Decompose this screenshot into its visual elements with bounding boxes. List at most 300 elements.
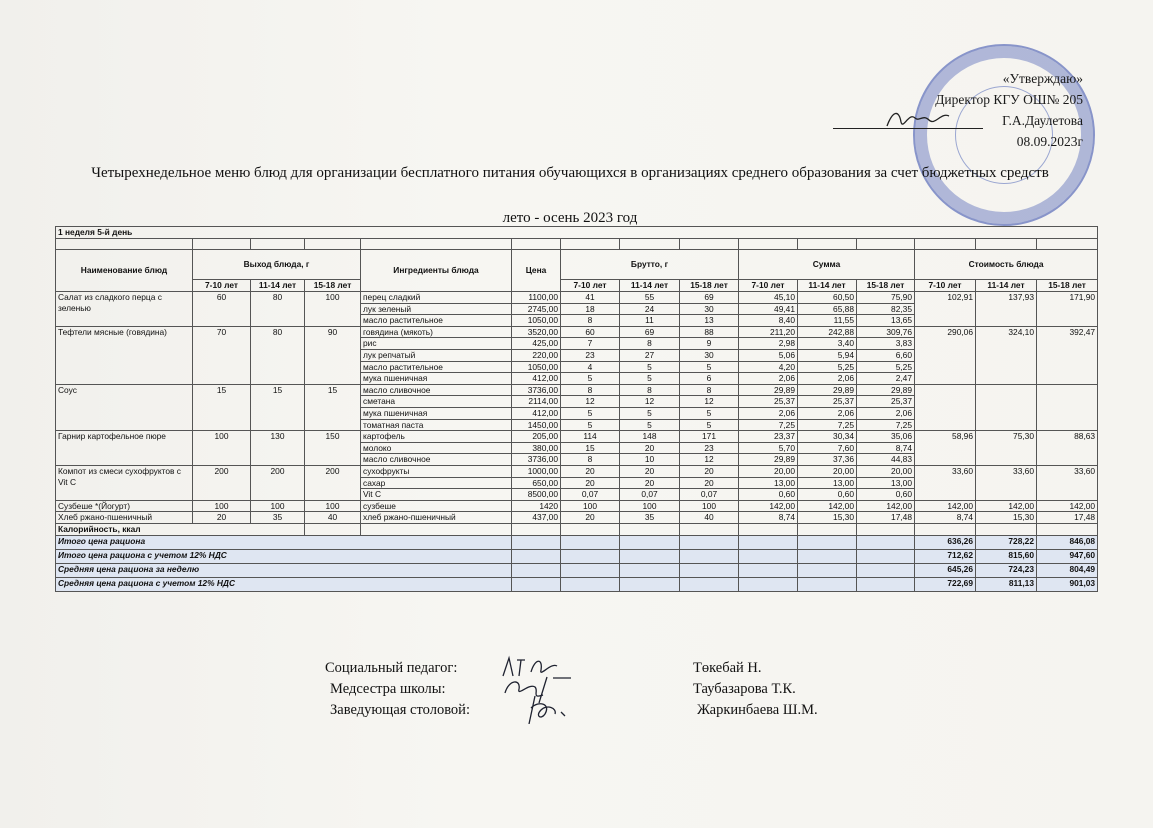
ingredient-name: лук репчатый [361, 349, 512, 361]
dish-yield-2: 35 [251, 512, 305, 524]
total-value-1: 645,26 [915, 563, 976, 577]
empty-cell [739, 239, 798, 250]
brutto-3: 100 [680, 500, 739, 512]
brutto-1: 100 [561, 500, 620, 512]
header-age-3: 15-18 лет [1037, 280, 1098, 292]
empty-cell [857, 523, 915, 535]
brutto-1: 20 [561, 477, 620, 489]
dish-cost-1 [915, 384, 976, 430]
header-age-1: 7-10 лет [193, 280, 251, 292]
sum-3: 25,37 [857, 396, 915, 408]
table-row [56, 326, 1098, 338]
dish-yield-1: 70 [193, 326, 251, 384]
table-row [56, 292, 1098, 304]
brutto-3: 88 [680, 326, 739, 338]
ingredient-price: 1420 [512, 500, 561, 512]
empty-cell [512, 563, 561, 577]
brutto-2: 55 [620, 292, 680, 304]
sum-2: 7,60 [798, 442, 857, 454]
header-price: Цена [512, 250, 561, 292]
dish-name: Сузбеше *(Йогурт) [56, 500, 193, 512]
empty-cell [915, 239, 976, 250]
brutto-2: 20 [620, 477, 680, 489]
empty-cell [976, 523, 1037, 535]
approval-block [823, 68, 1083, 152]
ingredient-name: томатная паста [361, 419, 512, 431]
dish-cost-1: 102,91 [915, 292, 976, 327]
dish-yield-1: 20 [193, 512, 251, 524]
empty-cell [561, 239, 620, 250]
empty-cell [620, 523, 680, 535]
empty-cell [620, 563, 680, 577]
sum-1: 23,37 [739, 431, 798, 443]
ingredient-name: масло растительное [361, 315, 512, 327]
sum-3: 82,35 [857, 303, 915, 315]
signature-role: Заведующая столовой: [330, 702, 470, 718]
brutto-3: 20 [680, 477, 739, 489]
empty-cell [680, 535, 739, 549]
sum-2: 242,88 [798, 326, 857, 338]
empty-cell [798, 523, 857, 535]
dish-cost-1: 142,00 [915, 500, 976, 512]
empty-cell [680, 577, 739, 591]
empty-cell [857, 239, 915, 250]
dish-name: Хлеб ржано-пшеничный [56, 512, 193, 524]
brutto-2: 8 [620, 384, 680, 396]
dish-yield-2: 80 [251, 292, 305, 327]
brutto-3: 5 [680, 407, 739, 419]
empty-cell [739, 523, 798, 535]
approval-line-3: Г.А.Даулетова [1002, 113, 1083, 128]
brutto-1: 5 [561, 407, 620, 419]
ingredient-name: молоко [361, 442, 512, 454]
dish-cost-2: 324,10 [976, 326, 1037, 384]
brutto-1: 5 [561, 373, 620, 385]
sum-3: 3,83 [857, 338, 915, 350]
dish-cost-1: 8,74 [915, 512, 976, 524]
brutto-2: 5 [620, 373, 680, 385]
sum-2: 15,30 [798, 512, 857, 524]
signature-name: Таубазарова Т.К. [693, 681, 796, 697]
empty-cell [512, 535, 561, 549]
ingredient-price: 3736,00 [512, 384, 561, 396]
ingredient-name: рис [361, 338, 512, 350]
brutto-3: 30 [680, 303, 739, 315]
sum-2: 65,88 [798, 303, 857, 315]
header-age-2: 11-14 лет [251, 280, 305, 292]
brutto-2: 5 [620, 419, 680, 431]
empty-cell [561, 577, 620, 591]
brutto-2: 0,07 [620, 489, 680, 501]
empty-cell [680, 563, 739, 577]
brutto-1: 12 [561, 396, 620, 408]
sum-2: 142,00 [798, 500, 857, 512]
empty-cell [915, 523, 976, 535]
dish-yield-1: 200 [193, 465, 251, 500]
empty-cell [857, 535, 915, 549]
empty-cell [1037, 239, 1098, 250]
ingredient-price: 1000,00 [512, 465, 561, 477]
header-age-3: 15-18 лет [857, 280, 915, 292]
ingredient-name: перец сладкий [361, 292, 512, 304]
dish-yield-2: 100 [251, 500, 305, 512]
dish-yield-3: 150 [305, 431, 361, 466]
empty-cell [561, 563, 620, 577]
ingredient-price: 412,00 [512, 373, 561, 385]
header-age-row [56, 280, 1098, 292]
empty-cell [193, 239, 251, 250]
total-label: Средняя цена рациона с учетом 12% НДС [56, 577, 512, 591]
handwritten-signature [495, 694, 585, 724]
dish-cost-3 [1037, 384, 1098, 430]
header-cost: Стоимость блюда [915, 250, 1098, 280]
dish-cost-1: 33,60 [915, 465, 976, 500]
sum-2: 0,60 [798, 489, 857, 501]
brutto-1: 20 [561, 465, 620, 477]
header-age-3: 15-18 лет [680, 280, 739, 292]
sum-1: 25,37 [739, 396, 798, 408]
sum-2: 2,06 [798, 373, 857, 385]
dish-cost-3: 88,63 [1037, 431, 1098, 466]
brutto-1: 23 [561, 349, 620, 361]
ingredient-price: 3520,00 [512, 326, 561, 338]
dish-yield-2: 130 [251, 431, 305, 466]
brutto-3: 30 [680, 349, 739, 361]
approval-line-4: 08.09.2023г [1016, 134, 1083, 149]
brutto-1: 8 [561, 384, 620, 396]
sum-1: 29,89 [739, 384, 798, 396]
ingredient-name: масло растительное [361, 361, 512, 373]
brutto-3: 9 [680, 338, 739, 350]
table-row [56, 384, 1098, 396]
empty-cell [561, 535, 620, 549]
empty-cell [739, 563, 798, 577]
signature-name: Жаркинбаева Ш.М. [697, 702, 818, 718]
signature-name: Төкебай Н. [693, 660, 762, 676]
header-age-1: 7-10 лет [915, 280, 976, 292]
brutto-3: 13 [680, 315, 739, 327]
sum-1: 13,00 [739, 477, 798, 489]
empty-cell [1037, 523, 1098, 535]
empty-cell [512, 549, 561, 563]
ingredient-name: масло сливочное [361, 454, 512, 466]
dish-cost-3: 17,48 [1037, 512, 1098, 524]
table-row [56, 431, 1098, 443]
sum-1: 8,40 [739, 315, 798, 327]
brutto-3: 12 [680, 396, 739, 408]
sum-3: 5,25 [857, 361, 915, 373]
brutto-2: 12 [620, 396, 680, 408]
dish-cost-2: 15,30 [976, 512, 1037, 524]
total-value-1: 636,26 [915, 535, 976, 549]
empty-cell [976, 239, 1037, 250]
signature-row [325, 658, 885, 679]
dish-cost-2: 142,00 [976, 500, 1037, 512]
brutto-1: 114 [561, 431, 620, 443]
brutto-1: 8 [561, 315, 620, 327]
total-row [56, 535, 1098, 549]
approval-line-2: Директор КГУ ОШ№ 205 [935, 92, 1083, 107]
brutto-3: 8 [680, 384, 739, 396]
brutto-3: 0,07 [680, 489, 739, 501]
table-row [56, 465, 1098, 477]
sum-2: 11,55 [798, 315, 857, 327]
header-brutto: Брутто, г [561, 250, 739, 280]
sum-1: 4,20 [739, 361, 798, 373]
sum-3: 13,65 [857, 315, 915, 327]
brutto-3: 6 [680, 373, 739, 385]
sum-1: 142,00 [739, 500, 798, 512]
sum-3: 20,00 [857, 465, 915, 477]
signature-role: Медсестра школы: [330, 681, 446, 697]
empty-cell [620, 535, 680, 549]
brutto-1: 8 [561, 454, 620, 466]
total-value-3: 804,49 [1037, 563, 1098, 577]
sum-1: 0,60 [739, 489, 798, 501]
sum-1: 45,10 [739, 292, 798, 304]
brutto-2: 24 [620, 303, 680, 315]
ingredient-price: 2745,00 [512, 303, 561, 315]
calories-label: Калорийность, ккал [56, 523, 305, 535]
sum-2: 7,25 [798, 419, 857, 431]
table-row [56, 500, 1098, 512]
ingredient-name: Vit C [361, 489, 512, 501]
empty-cell [251, 239, 305, 250]
dish-yield-3: 100 [305, 500, 361, 512]
ingredient-price: 650,00 [512, 477, 561, 489]
sum-3: 17,48 [857, 512, 915, 524]
header-row [56, 250, 1098, 280]
director-signature [883, 104, 953, 134]
brutto-1: 4 [561, 361, 620, 373]
sum-1: 7,25 [739, 419, 798, 431]
sum-2: 37,36 [798, 454, 857, 466]
empty-cell [680, 523, 739, 535]
empty-cell [798, 535, 857, 549]
dish-name: Гарнир картофельное пюре [56, 431, 193, 466]
dish-cost-3: 142,00 [1037, 500, 1098, 512]
dish-name: Тефтели мясные (говядина) [56, 326, 193, 384]
dish-cost-2: 75,30 [976, 431, 1037, 466]
total-value-2: 724,23 [976, 563, 1037, 577]
dish-name: Компот из смеси сухофруктов с Vit C [56, 465, 193, 500]
ingredient-price: 425,00 [512, 338, 561, 350]
sum-1: 49,41 [739, 303, 798, 315]
brutto-2: 10 [620, 454, 680, 466]
dish-cost-2: 137,93 [976, 292, 1037, 327]
header-age-2: 11-14 лет [798, 280, 857, 292]
ingredient-price: 220,00 [512, 349, 561, 361]
sum-3: 44,83 [857, 454, 915, 466]
dish-cost-3: 33,60 [1037, 465, 1098, 500]
brutto-1: 60 [561, 326, 620, 338]
sum-2: 5,25 [798, 361, 857, 373]
spacer-row [56, 239, 1098, 250]
ingredient-name: хлеб ржано-пшеничный [361, 512, 512, 524]
dish-yield-2: 15 [251, 384, 305, 430]
total-row [56, 563, 1098, 577]
empty-cell [798, 549, 857, 563]
brutto-3: 23 [680, 442, 739, 454]
header-ingredients: Ингредиенты блюда [361, 250, 512, 292]
sum-3: 6,60 [857, 349, 915, 361]
ingredient-name: масло сливочное [361, 384, 512, 396]
sum-3: 13,00 [857, 477, 915, 489]
dish-yield-1: 15 [193, 384, 251, 430]
calories-row [56, 523, 1098, 535]
sum-1: 211,20 [739, 326, 798, 338]
sum-2: 20,00 [798, 465, 857, 477]
empty-cell [680, 239, 739, 250]
empty-cell [857, 563, 915, 577]
dish-yield-3: 40 [305, 512, 361, 524]
ingredient-price: 3736,00 [512, 454, 561, 466]
header-age-1: 7-10 лет [739, 280, 798, 292]
brutto-2: 8 [620, 338, 680, 350]
total-value-3: 901,03 [1037, 577, 1098, 591]
empty-cell [739, 535, 798, 549]
ingredient-name: лук зеленый [361, 303, 512, 315]
brutto-1: 18 [561, 303, 620, 315]
dish-name: Салат из сладкого перца с зеленью [56, 292, 193, 327]
document-subtitle: лето - осень 2023 год [502, 210, 638, 226]
ingredient-price: 1050,00 [512, 361, 561, 373]
total-value-1: 712,62 [915, 549, 976, 563]
total-row [56, 577, 1098, 591]
header-name: Наименование блюд [56, 250, 193, 292]
ingredient-name: сметана [361, 396, 512, 408]
sum-1: 2,06 [739, 373, 798, 385]
total-value-2: 811,13 [976, 577, 1037, 591]
week-row [56, 227, 1098, 239]
sum-1: 5,70 [739, 442, 798, 454]
sum-2: 25,37 [798, 396, 857, 408]
ingredient-price: 1050,00 [512, 315, 561, 327]
sum-3: 75,90 [857, 292, 915, 304]
signature-role: Социальный педагог: [325, 660, 458, 676]
brutto-3: 20 [680, 465, 739, 477]
empty-cell [361, 523, 512, 535]
sum-2: 60,50 [798, 292, 857, 304]
empty-cell [56, 239, 193, 250]
empty-cell [620, 577, 680, 591]
total-value-3: 947,60 [1037, 549, 1098, 563]
empty-cell [739, 577, 798, 591]
empty-cell [857, 577, 915, 591]
empty-cell [798, 563, 857, 577]
sum-1: 29,89 [739, 454, 798, 466]
header-age-1: 7-10 лет [561, 280, 620, 292]
dish-cost-2 [976, 384, 1037, 430]
ingredient-name: мука пшеничная [361, 407, 512, 419]
sum-1: 8,74 [739, 512, 798, 524]
total-value-2: 815,60 [976, 549, 1037, 563]
signature-row [325, 700, 885, 721]
brutto-2: 27 [620, 349, 680, 361]
total-label: Средняя цена рациона за неделю [56, 563, 512, 577]
ingredient-name: сахар [361, 477, 512, 489]
empty-cell [620, 549, 680, 563]
dish-yield-3: 200 [305, 465, 361, 500]
header-age-3: 15-18 лет [305, 280, 361, 292]
ingredient-name: сузбеше [361, 500, 512, 512]
ingredient-price: 412,00 [512, 407, 561, 419]
brutto-1: 15 [561, 442, 620, 454]
brutto-2: 11 [620, 315, 680, 327]
empty-cell [857, 549, 915, 563]
ingredient-price: 8500,00 [512, 489, 561, 501]
sum-3: 2,47 [857, 373, 915, 385]
brutto-3: 69 [680, 292, 739, 304]
empty-cell [361, 239, 512, 250]
ingredient-price: 380,00 [512, 442, 561, 454]
sum-3: 7,25 [857, 419, 915, 431]
sum-3: 0,60 [857, 489, 915, 501]
empty-cell [512, 577, 561, 591]
ingredient-price: 1450,00 [512, 419, 561, 431]
header-sum: Сумма [739, 250, 915, 280]
sum-3: 35,06 [857, 431, 915, 443]
brutto-1: 0,07 [561, 489, 620, 501]
brutto-1: 7 [561, 338, 620, 350]
dish-cost-1: 290,06 [915, 326, 976, 384]
ingredient-name: мука пшеничная [361, 373, 512, 385]
signature-row [325, 679, 885, 700]
ingredient-price: 1100,00 [512, 292, 561, 304]
brutto-2: 69 [620, 326, 680, 338]
empty-cell [680, 549, 739, 563]
sum-3: 2,06 [857, 407, 915, 419]
brutto-2: 20 [620, 442, 680, 454]
dish-cost-3: 171,90 [1037, 292, 1098, 327]
ingredient-price: 205,00 [512, 431, 561, 443]
dish-yield-1: 60 [193, 292, 251, 327]
signatures-block [325, 658, 885, 721]
brutto-2: 20 [620, 465, 680, 477]
dish-yield-2: 200 [251, 465, 305, 500]
dish-yield-3: 90 [305, 326, 361, 384]
document-title: Четырехнедельное меню блюд для организации бесплатного питания обучающихся в организациях среднего образования за счет бюджетных средств [91, 165, 1049, 181]
sum-1: 2,98 [739, 338, 798, 350]
empty-cell [305, 523, 361, 535]
empty-cell [512, 523, 561, 535]
total-value-2: 728,22 [976, 535, 1037, 549]
sum-2: 29,89 [798, 384, 857, 396]
sum-1: 2,06 [739, 407, 798, 419]
total-value-1: 722,69 [915, 577, 976, 591]
header-yield: Выход блюда, г [193, 250, 361, 280]
table-row [56, 512, 1098, 524]
dish-cost-3: 392,47 [1037, 326, 1098, 384]
empty-cell [620, 239, 680, 250]
week-label: 1 неделя 5-й день [56, 227, 1098, 239]
sum-1: 5,06 [739, 349, 798, 361]
sum-2: 30,34 [798, 431, 857, 443]
dish-yield-3: 100 [305, 292, 361, 327]
brutto-3: 5 [680, 361, 739, 373]
empty-cell [305, 239, 361, 250]
ingredient-name: сухофрукты [361, 465, 512, 477]
empty-cell [739, 549, 798, 563]
brutto-3: 12 [680, 454, 739, 466]
dish-yield-3: 15 [305, 384, 361, 430]
ingredient-price: 2114,00 [512, 396, 561, 408]
sum-3: 8,74 [857, 442, 915, 454]
dish-yield-1: 100 [193, 431, 251, 466]
total-label: Итого цена рациона [56, 535, 512, 549]
empty-cell [561, 523, 620, 535]
ingredient-price: 437,00 [512, 512, 561, 524]
